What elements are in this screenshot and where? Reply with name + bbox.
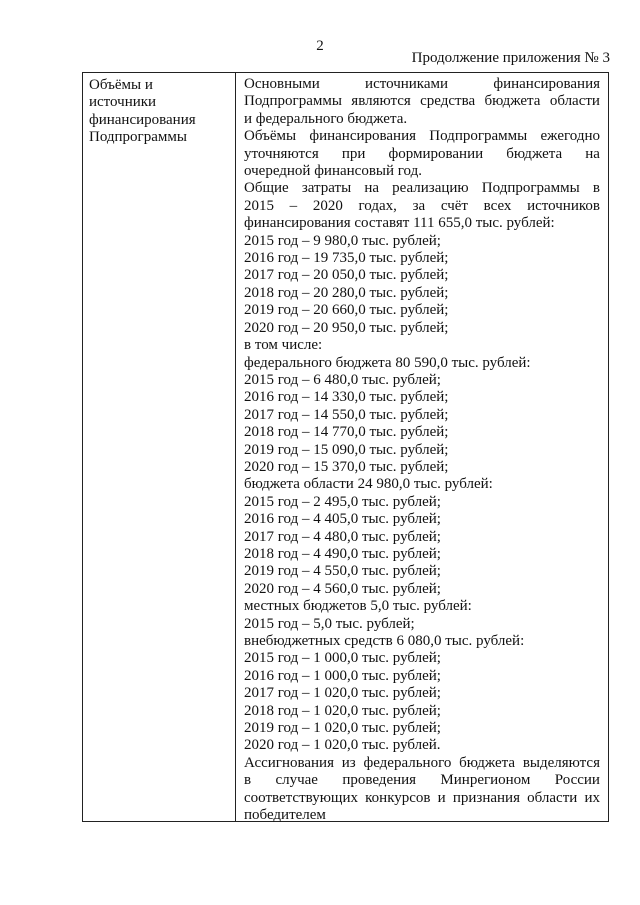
word: – [289, 197, 298, 214]
word: финансирования [309, 128, 416, 145]
year-line: 2019 год – 15 090,0 тыс. рублей; [244, 441, 449, 458]
financing-table [82, 72, 609, 822]
word: проведения [342, 772, 417, 789]
year-line: 2019 год – 1 020,0 тыс. рублей; [244, 720, 441, 737]
label-line: Подпрограммы [89, 128, 187, 145]
word: бюджета [459, 754, 516, 771]
word: в [592, 180, 600, 197]
word: затраты [301, 180, 352, 197]
word: Подпрограммы [429, 128, 528, 145]
word: всех [483, 197, 512, 214]
word: за [412, 197, 426, 214]
word: бюджета [484, 93, 541, 110]
word: на [585, 145, 600, 162]
word: области [527, 789, 578, 806]
word: финансирования [493, 76, 600, 92]
word: счёт [440, 197, 468, 214]
word: годах, [358, 197, 397, 214]
label-line: Объёмы и [89, 77, 153, 93]
year-line: 2019 год – 20 660,0 тыс. рублей; [244, 302, 449, 319]
word: конкурсов [365, 789, 431, 806]
year-line: 2015 год – 2 495,0 тыс. рублей; [244, 493, 441, 510]
word: случае [275, 772, 318, 789]
word: России [554, 772, 600, 789]
word: Основными [244, 76, 320, 92]
year-line: 2020 год – 1 020,0 тыс. рублей. [244, 737, 441, 754]
year-line: 2018 год – 4 490,0 тыс. рублей; [244, 545, 441, 562]
label-line: источники [89, 94, 157, 111]
table-label-cell [83, 73, 236, 821]
including-line: в том числе: [244, 337, 323, 354]
word: и [437, 789, 446, 806]
year-line: 2015 год – 6 480,0 тыс. рублей; [244, 371, 441, 388]
year-line: 2018 год – 20 280,0 тыс. рублей; [244, 284, 449, 301]
text-line: и федерального бюджета. [244, 110, 408, 127]
year-line: 2015 год – 1 000,0 тыс. рублей; [244, 650, 441, 667]
justified-line [244, 93, 600, 110]
word: выделяются [522, 754, 600, 771]
year-line: 2016 год – 19 735,0 тыс. рублей; [244, 250, 449, 267]
extra-budget-heading: внебюджетных средств 6 080,0 тыс. рублей: [244, 633, 525, 649]
word: на [364, 180, 380, 197]
word: источников [527, 197, 600, 214]
table-content-cell [236, 73, 608, 824]
year-line: 2018 год – 1 020,0 тыс. рублей; [244, 702, 441, 719]
year-line: 2015 год – 5,0 тыс. рублей; [244, 615, 415, 632]
word: в [244, 772, 252, 789]
local-heading: местных бюджетов 5,0 тыс. рублей: [244, 598, 472, 615]
word: Ассигнования [244, 754, 334, 771]
year-line: 2017 год – 14 550,0 тыс. рублей; [244, 406, 449, 423]
word: Минрегионом [440, 772, 531, 789]
year-line: 2020 год – 15 370,0 тыс. рублей; [244, 458, 449, 475]
word: ежегодно [540, 128, 600, 145]
label-line: финансирования [89, 111, 196, 128]
justified-line [244, 198, 600, 215]
text-line: финансирования составят 111 655,0 тыс. рублей: [244, 215, 555, 232]
word: бюджета [506, 145, 563, 162]
year-line: 2017 год – 1 020,0 тыс. рублей; [244, 685, 441, 702]
word: Подпрограммы [481, 180, 580, 197]
year-line: 2020 год – 20 950,0 тыс. рублей; [244, 319, 449, 336]
word: реализацию [392, 180, 469, 197]
word: Объёмы [244, 128, 297, 145]
justified-line [244, 128, 600, 145]
year-line: 2017 год – 4 480,0 тыс. рублей; [244, 528, 441, 545]
word: их [584, 789, 600, 806]
year-line: 2019 год – 4 550,0 тыс. рублей; [244, 563, 441, 580]
word: источниками [365, 76, 449, 92]
justified-line [244, 76, 600, 93]
word: формировании [388, 145, 484, 162]
appendix-note: Продолжение приложения № 3 [411, 50, 610, 66]
word: 2020 [312, 197, 343, 214]
year-line: 2016 год – 1 000,0 тыс. рублей; [244, 667, 441, 684]
justified-line [244, 755, 600, 772]
word: Общие [244, 180, 289, 197]
year-line: 2018 год – 14 770,0 тыс. рублей; [244, 424, 449, 441]
justified-line [244, 772, 600, 789]
word: средства [420, 93, 476, 110]
justified-line [244, 180, 600, 197]
federal-heading: федерального бюджета 80 590,0 тыс. рублей: [244, 354, 531, 371]
justified-line [244, 790, 600, 807]
word: 2015 [244, 197, 274, 214]
word: федерального [363, 754, 452, 771]
word: соответствующих [244, 789, 358, 806]
year-line: 2016 год – 4 405,0 тыс. рублей; [244, 511, 441, 528]
word: Подпрограммы [244, 93, 342, 110]
page-number: 2 [316, 38, 324, 54]
word: из [341, 754, 356, 771]
regional-heading: бюджета области 24 980,0 тыс. рублей: [244, 476, 493, 493]
word: уточняются [244, 145, 319, 162]
year-line: 2015 год – 9 980,0 тыс. рублей; [244, 232, 441, 249]
word: являются [351, 93, 411, 110]
year-line: 2017 год – 20 050,0 тыс. рублей; [244, 267, 449, 284]
year-line: 2016 год – 14 330,0 тыс. рублей; [244, 389, 449, 406]
word: при [341, 145, 366, 162]
text-line: очередной финансовый год. [244, 163, 422, 180]
year-line: 2020 год – 4 560,0 тыс. рублей; [244, 580, 441, 597]
justified-line [244, 146, 600, 163]
word: признания [452, 789, 520, 806]
word: области [549, 93, 600, 110]
text-line: победителем [244, 807, 326, 824]
